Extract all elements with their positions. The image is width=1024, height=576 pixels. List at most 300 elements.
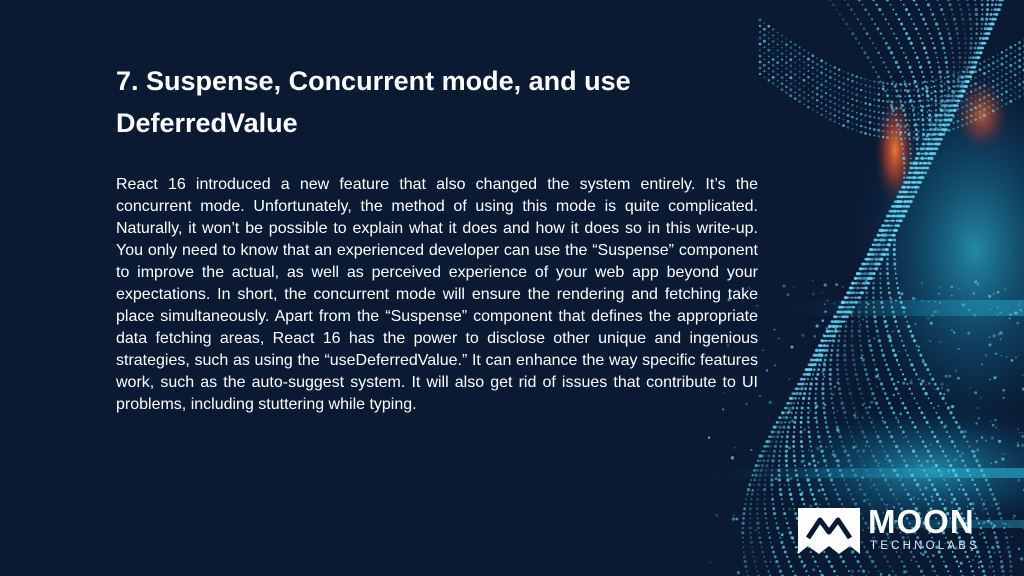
particle-dot [902,186,904,188]
particle-dot [888,402,891,405]
particle-dot [837,345,839,347]
particle-dot [974,280,977,283]
particle-dot [825,497,827,499]
particle-dot [930,455,933,458]
particle-dot [824,359,827,362]
particle-dot [957,80,959,82]
particle-dot [816,359,819,362]
particle-dot [964,52,966,54]
particle-dot [857,18,859,20]
particle-dot [871,392,874,395]
particle-dot [792,445,795,448]
particle-dot [844,450,847,453]
particle-dot [831,344,833,346]
particle-dot [863,493,866,496]
particle-dot [989,18,991,20]
particle-dot [892,411,895,414]
particle-dot [838,105,840,107]
particle-dot [742,527,744,529]
particle-dot [823,459,826,462]
logo-name: MOON [868,503,975,540]
particle-dot [1002,522,1004,524]
particle-dot [913,89,915,91]
particle-dot [786,56,788,58]
particle-dot [876,330,879,333]
particle-dot [873,99,875,101]
particle-dot [778,338,780,340]
particle-dot [756,512,758,514]
particle-dot [813,368,816,371]
particle-dot [854,287,856,289]
particle-dot [980,397,982,399]
particle-dot [837,464,840,467]
particle-dot [786,435,789,438]
particle-dot [900,107,902,109]
particle-dot [866,287,868,289]
particle-dot [787,431,789,433]
particle-dot [981,0,983,1]
particle-dot [983,72,986,75]
particle-dot [758,479,761,482]
particle-dot [744,560,747,563]
particle-dot [917,152,920,155]
particle-dot [979,63,981,65]
particle-dot [935,109,937,111]
particle-dot [788,488,790,490]
particle-dot [842,286,843,287]
particle-dot [818,478,821,481]
particle-dot [970,97,972,99]
particle-dot [1005,532,1007,534]
particle-dot [906,411,909,414]
particle-dot [981,498,983,500]
particle-dot [832,325,835,328]
particle-dot [905,8,908,11]
particle-dot [836,428,839,431]
particle-dot [849,392,852,395]
particle-dot [873,272,876,275]
particle-dot [816,111,818,113]
particle-dot [974,391,977,394]
particle-dot [947,406,950,409]
particle-dot [812,73,814,75]
particle-dot [883,238,886,241]
particle-dot [898,422,900,424]
particle-dot [879,411,882,414]
particle-dot [936,57,938,59]
particle-dot [891,95,892,96]
particle-dot [858,315,861,318]
particle-dot [997,66,999,68]
particle-dot [969,474,971,476]
particle-dot [909,101,911,103]
particle-dot [805,469,807,471]
particle-dot [789,531,792,534]
particle-dot [759,55,762,58]
particle-dot [798,94,800,96]
particle-dot [939,108,942,111]
particle-dot [890,4,892,6]
particle-dot [863,464,865,466]
particle-dot [806,474,808,476]
particle-dot [864,263,867,266]
particle-dot [913,125,915,127]
particle-dot [852,402,854,404]
particle-dot [974,0,976,1]
particle-dot [941,95,943,97]
particle-dot [932,148,934,150]
particle-dot [992,62,995,65]
particle-dot [878,123,880,125]
particle-dot [843,344,846,347]
particle-dot [815,469,818,472]
particle-dot [961,76,964,79]
particle-dot [926,111,928,113]
particle-dot [785,450,788,453]
particle-dot [961,94,963,96]
particle-dot [956,560,958,562]
particle-dot [945,61,948,64]
particle-dot [869,268,872,271]
particle-dot [1018,47,1021,50]
particle-dot [932,42,934,44]
particle-dot [881,306,884,309]
particle-dot [790,477,792,479]
particle-dot [792,503,794,505]
particle-dot [819,349,822,352]
particle-dot [918,95,920,97]
particle-dot [822,371,824,373]
particle-dot [991,9,993,11]
particle-dot [893,215,895,217]
particle-dot [957,108,960,111]
particle-dot [839,316,841,318]
particle-dot [851,291,854,294]
particle-dot [794,86,796,88]
particle-dot [916,147,919,150]
particle-dot [953,76,955,78]
particle-dot [785,74,787,76]
particle-dot [966,75,968,77]
particle-dot [859,455,861,457]
particle-dot [873,87,875,89]
particle-dot [864,102,867,105]
particle-dot [873,426,875,428]
particle-dot [958,71,960,73]
particle-dot [860,23,862,25]
particle-dot [783,508,785,510]
body-paragraph: React 16 introduced a new feature that also changed the system entirely. It’s the concurrent mode. Unfortunately, the method of using this mode is quite complicated. Naturally, it won’t be possible to explain what it does and how it does so in this write-up. You only need to know that an experienced developer can use the “Suspense” component to improve the actual, as well as perceived experience of your web app beyond your expectations. In short, the concurrent mode will ensure the rendering and fetching take place simultaneously. Apart from the “Suspense” component that defines the appropriate data fetching areas, React 16 has the power to disclose other unique and ingenious strategies, such as using the “useDeferredValue.” It can enhance the way specific features work, such as the auto-suggest system. It will also get rid of issues that contribute to UI problems, including stuttering while typing. [116,176,758,413]
particle-dot [967,498,969,500]
particle-dot [906,201,908,203]
particle-dot [997,307,999,309]
particle-dot [844,330,846,332]
particle-dot [886,124,888,126]
particle-dot [912,162,915,165]
particle-dot [922,360,925,363]
particle-dot [900,210,902,212]
particle-dot [953,86,955,88]
particle-dot [847,108,849,110]
particle-dot [746,570,748,572]
particle-dot [918,83,920,85]
particle-dot [877,407,879,409]
particle-dot [985,32,988,35]
particle-dot [858,282,860,284]
particle-dot [815,388,818,391]
particle-dot [880,498,883,501]
particle-dot [983,96,986,99]
particle-dot [882,124,885,127]
particle-dot [770,561,771,562]
particle-dot [874,565,877,568]
particle-dot [963,61,966,64]
particle-dot [870,450,872,452]
particle-dot [893,258,895,260]
particle-dot [929,373,931,375]
particle-dot [895,445,898,448]
particle-dot [847,488,850,491]
particle-dot [788,508,791,511]
particle-dot [924,167,926,169]
particle-dot [743,551,745,553]
particle-dot [887,107,889,109]
particle-dot [938,416,941,419]
particle-dot [756,498,759,501]
particle-dot [866,441,868,443]
particle-dot [943,561,945,563]
particle-dot [809,440,811,442]
particle-dot [785,518,787,520]
particle-dot [893,315,896,318]
particle-dot [823,344,826,347]
particle-dot [843,101,845,103]
particle-dot [838,123,840,125]
particle-dot [904,407,907,410]
particle-dot [887,368,890,371]
particle-dot [816,87,819,90]
particle-dot [772,40,775,43]
particle-dot [961,124,964,127]
particle-dot [755,566,757,568]
particle-dot [813,498,816,501]
particle-dot [875,368,878,371]
particle-dot [937,133,939,135]
particle-dot [886,263,889,266]
particle-dot [1016,322,1019,325]
particle-dot [948,129,951,132]
particle-dot [882,388,885,391]
particle-dot [817,435,820,438]
particle-dot [947,90,949,92]
particle-dot [759,460,761,462]
particle-dot [863,499,866,502]
particle-dot [926,460,928,462]
particle-dot [966,110,968,112]
particle-dot [989,336,991,338]
particle-dot [833,570,836,573]
particle-dot [939,132,941,134]
particle-dot [943,479,945,481]
particle-dot [899,413,902,416]
particle-dot [825,335,827,337]
particle-dot [990,308,992,310]
particle-dot [990,23,993,26]
particle-dot [823,411,826,414]
particle-dot [795,474,798,477]
particle-dot [815,383,818,386]
particle-dot [788,484,790,486]
particle-dot [1014,86,1016,88]
particle-dot [1003,469,1004,470]
particle-dot [847,78,849,80]
particle-dot [914,52,916,54]
particle-dot [813,335,816,338]
particle-dot [988,77,990,79]
particle-dot [934,99,937,102]
particle-dot [839,555,842,558]
particle-dot [822,397,825,400]
particle-dot [902,483,905,486]
particle-dot [939,392,942,395]
particle-dot [764,498,766,500]
particle-dot [969,18,972,21]
particle-dot [936,387,939,390]
particle-dot [913,101,915,103]
particle-dot [904,101,907,104]
particle-dot [978,464,981,467]
particle-dot [981,363,983,365]
particle-dot [970,79,972,81]
particle-dot [1022,435,1024,437]
particle-dot [805,564,807,566]
particle-dot [762,551,764,553]
particle-dot [866,320,869,323]
particle-dot [852,311,854,313]
particle-dot [820,484,822,486]
particle-dot [802,378,804,380]
particle-dot [926,474,928,476]
particle-dot [858,421,860,423]
particle-dot [898,18,901,21]
particle-dot [855,75,858,78]
particle-dot [937,124,939,126]
particle-dot [878,339,881,342]
particle-dot [979,68,982,71]
particle-dot [754,560,756,562]
particle-dot [768,32,770,34]
particle-dot [960,484,962,486]
particle-dot [979,75,981,77]
particle-dot [778,478,781,481]
particle-dot [851,128,853,130]
particle-dot [948,105,951,108]
particle-dot [903,52,905,54]
particle-dot [930,37,932,39]
particle-dot [913,136,916,139]
particle-dot [921,114,923,116]
particle-dot [913,397,915,399]
particle-dot [897,361,898,362]
particle-dot [939,90,942,93]
particle-dot [772,455,775,458]
particle-dot [953,331,955,333]
particle-dot [867,277,870,280]
particle-dot [874,249,876,251]
particle-dot [825,92,827,94]
particle-dot [1020,302,1021,303]
particle-dot [953,18,956,21]
particle-dot [942,46,945,49]
particle-dot [887,277,889,279]
particle-dot [856,118,858,120]
particle-dot [1009,560,1012,563]
particle-dot [957,0,959,1]
particle-dot [772,53,773,54]
particle-dot [985,354,987,356]
particle-dot [864,132,867,135]
particle-dot [950,285,953,288]
particle-dot [1014,74,1017,77]
particle-dot [888,459,891,462]
particle-dot [907,186,910,189]
particle-dot [837,339,840,342]
particle-dot [840,402,843,405]
particle-dot [948,81,950,83]
particle-dot [860,426,862,428]
particle-dot [822,368,825,371]
particle-dot [882,311,884,313]
particle-dot [815,412,818,415]
particle-dot [976,28,978,30]
particle-dot [913,0,916,1]
particle-dot [870,253,872,255]
particle-dot [898,426,900,428]
particle-dot [708,436,711,439]
particle-dot [947,460,949,462]
particle-dot [750,541,753,544]
particle-dot [844,349,846,351]
particle-dot [896,325,898,327]
particle-dot [767,455,770,458]
particle-dot [828,503,830,505]
particle-dot [983,114,986,117]
particle-dot [959,80,961,82]
particle-dot [970,102,973,105]
particle-dot [814,363,817,366]
particle-dot [961,106,963,108]
particle-dot [1019,78,1021,80]
particle-dot [969,445,971,447]
particle-dot [875,258,878,261]
particle-dot [832,4,835,7]
particle-dot [912,47,914,49]
particle-dot [887,243,890,246]
particle-dot [830,565,833,568]
particle-dot [881,253,884,256]
particle-dot [926,105,928,107]
particle-dot [885,363,888,366]
particle-dot [889,336,892,339]
particle-dot [838,93,840,95]
particle-dot [931,104,933,106]
particle-dot [852,358,855,361]
particle-dot [961,13,964,16]
particle-dot [843,89,845,91]
particle-dot [864,114,867,117]
particle-dot [891,570,894,573]
particle-dot [735,518,738,521]
